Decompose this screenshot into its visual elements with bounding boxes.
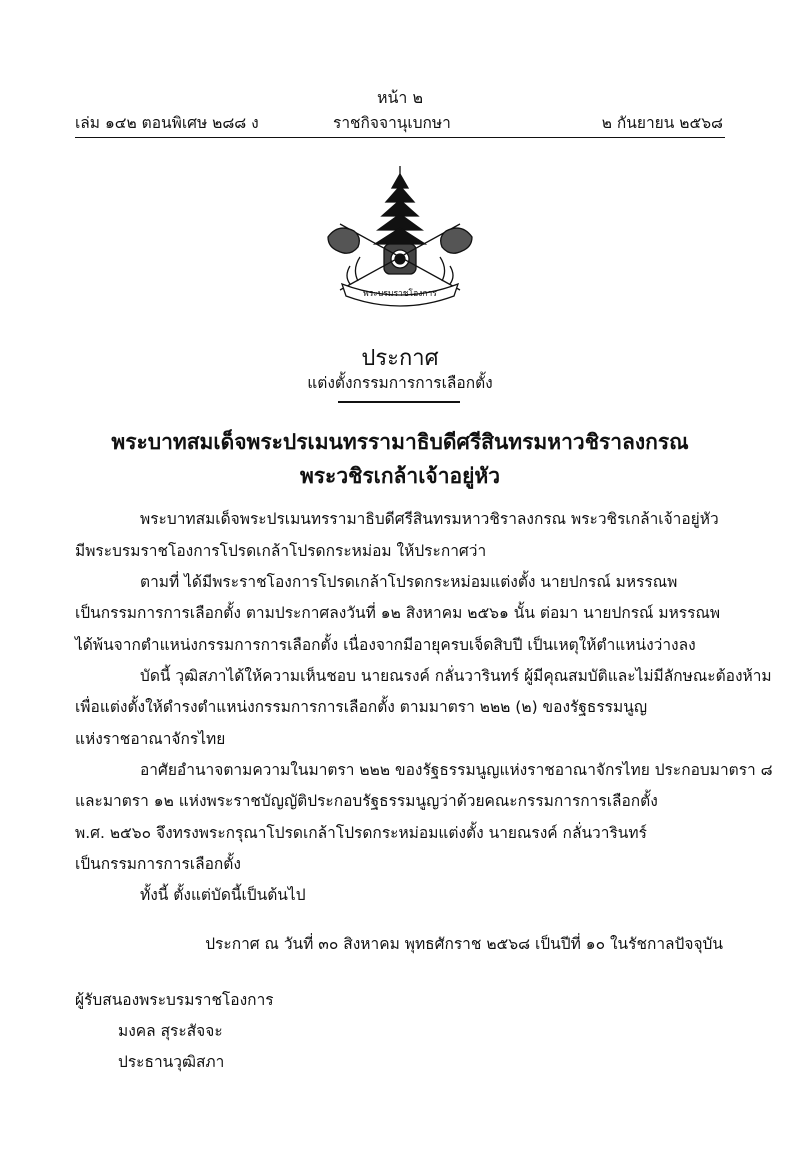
paragraph-1-line-2: มีพระบรมราชโองการโปรดเกล้าโปรดกระหม่อม ให้ประกาศว่า: [75, 542, 487, 560]
paragraph-4-line-2: และมาตรา ๑๒ แห่งพระราชบัญญัติประกอบรัฐธรรมนูญว่าด้วยคณะกรรมการการเลือกตั้ง: [75, 792, 658, 810]
announcement-subtitle: แต่งตั้งกรรมการการเลือกตั้ง: [307, 374, 493, 392]
paragraph-1-line-1: พระบาทสมเด็จพระปรเมนทรรามาธิบดีศรีสินทรมหาวชิราลงกรณ พระวชิรเกล้าเจ้าอยู่หัว: [140, 510, 719, 528]
proclamation-date: ประกาศ ณ วันที่ ๓๐ สิงหาคม พุทธศักราช ๒๕๖๘ เป็นปีที่ ๑๐ ในรัชกาลปัจจุบัน: [205, 935, 723, 953]
svg-text:พระบรมราชโองการ: พระบรมราชโองการ: [363, 289, 437, 299]
king-name-line-1: พระบาทสมเด็จพระปรเมนทรรามาธิบดีศรีสินทรมหาวชิราลงกรณ: [111, 430, 689, 454]
paragraph-3-line-2: เพื่อแต่งตั้งให้ดำรงตำแหน่งกรรมการการเลือกตั้ง ตามมาตรา ๒๒๒ (๒) ของรัฐธรรมนูญ: [75, 698, 648, 716]
countersign-role: ผู้รับสนองพระบรมราชโองการ: [75, 991, 274, 1009]
countersign-name: มงคล สุระสัจจะ: [118, 1022, 223, 1040]
page-number: หน้า ๒: [376, 88, 424, 107]
paragraph-2-line-3: ได้พ้นจากตำแหน่งกรรมการการเลือกตั้ง เนื่องจากมีอายุครบเจ็ดสิบปี เป็นเหตุให้ตำแหน่งว่างลง: [75, 636, 696, 654]
paragraph-3-line-1: บัดนี้ วุฒิสภาได้ให้ความเห็นชอบ นายณรงค์ กลั่นวารินทร์ ผู้มีคุณสมบัติและไม่มีลักษณะต้องห้าม: [140, 667, 772, 685]
title-underline: [338, 401, 460, 403]
paragraph-3-line-3: แห่งราชอาณาจักรไทย: [75, 730, 226, 748]
paragraph-2-line-1: ตามที่ ได้มีพระราชโองการโปรดเกล้าโปรดกระหม่อมแต่งตั้ง นายปกรณ์ มหรรณพ: [140, 573, 678, 591]
gazette-date: ๒ กันยายน ๒๕๖๘: [601, 114, 723, 132]
paragraph-4-line-3: พ.ศ. ๒๕๖๐ จึงทรงพระกรุณาโปรดเกล้าโปรดกระหม่อมแต่งตั้ง นายณรงค์ กลั่นวารินทร์: [75, 824, 647, 842]
announcement-title: ประกาศ: [361, 346, 439, 371]
countersign-position: ประธานวุฒิสภา: [118, 1053, 225, 1071]
paragraph-2-line-2: เป็นกรรมการการเลือกตั้ง ตามประกาศลงวันที่ ๑๒ สิงหาคม ๒๕๖๑ นั้น ต่อมา นายปกรณ์ มหรรณพ: [75, 604, 721, 622]
gazette-header: [75, 110, 723, 136]
gazette-name: ราชกิจจานุเบกษา: [333, 114, 451, 132]
paragraph-4-line-4: เป็นกรรมการการเลือกตั้ง: [75, 855, 241, 873]
header-divider: [75, 137, 725, 138]
paragraph-5: ทั้งนี้ ตั้งแต่บัดนี้เป็นต้นไป: [140, 886, 306, 904]
paragraph-4-line-1: อาศัยอำนาจตามความในมาตรา ๒๒๒ ของรัฐธรรมนูญแห่งราชอาณาจักรไทย ประกอบมาตรา ๘: [140, 761, 773, 779]
royal-emblem-icon: [320, 162, 480, 312]
volume-info: เล่ม ๑๔๒ ตอนพิเศษ ๒๘๘ ง: [75, 114, 259, 132]
king-name-line-2: พระวชิรเกล้าเจ้าอยู่หัว: [299, 464, 501, 488]
